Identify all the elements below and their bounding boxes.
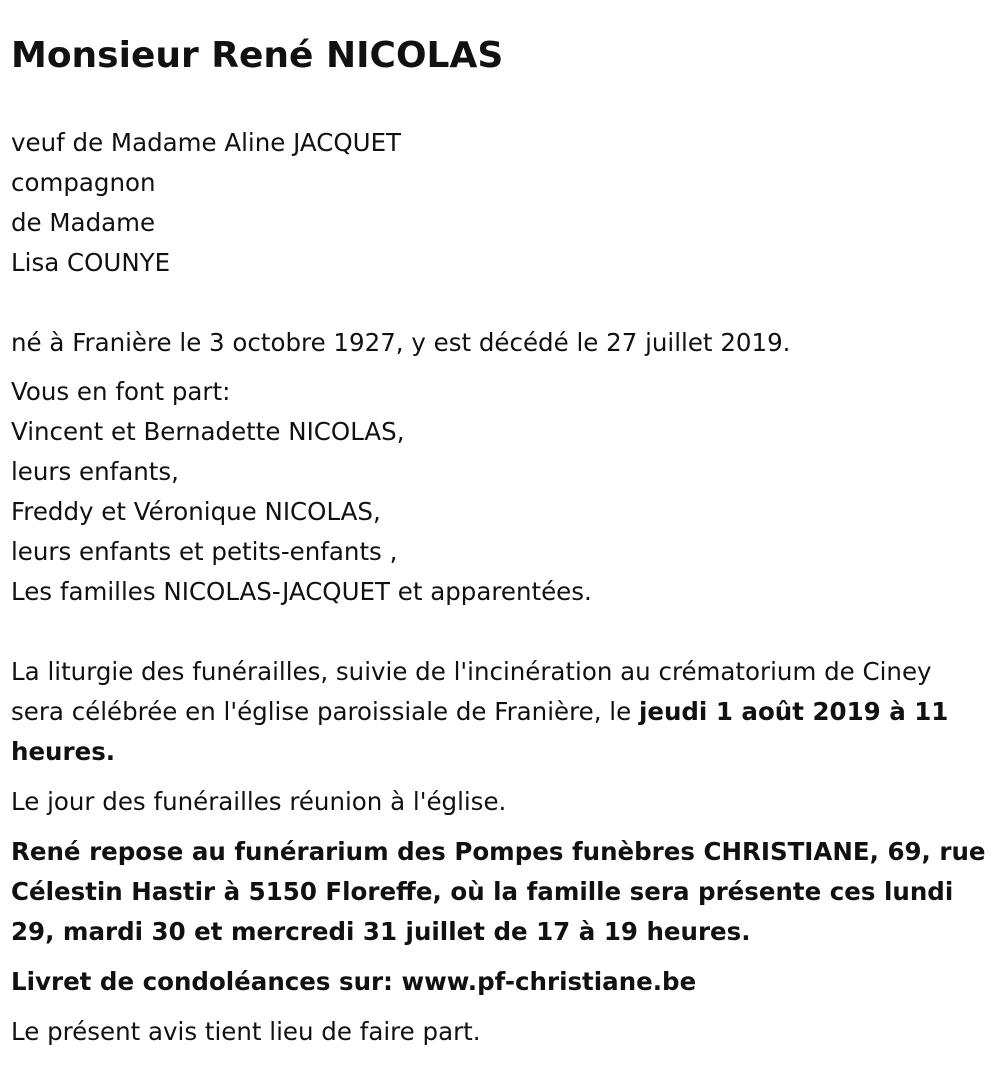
announcer-line: Vincent et Bernadette NICOLAS, bbox=[11, 417, 405, 446]
closing-line: Le présent avis tient lieu de faire part. bbox=[11, 1017, 481, 1046]
liturgy-block bbox=[11, 652, 991, 772]
liturgy-text: La liturgie des funérailles, suivie de l'incinération au crématorium de Ciney sera célébrée en l'église paroissiale de Franière, le bbox=[11, 657, 932, 726]
birth-death-line: né à Franière le 3 octobre 1927, y est décédé le 27 juillet 2019. bbox=[11, 328, 791, 357]
announcer-line: leurs enfants et petits-enfants , bbox=[11, 537, 398, 566]
reunion-line: Le jour des funérailles réunion à l'église. bbox=[11, 787, 507, 816]
funerarium-paragraph: René repose au funérarium des Pompes funèbres CHRISTIANE, 69, rue Célestin Hastir à 5150 Floreffe, où la famille sera présente ces lundi 29, mardi 30 et mercredi 31 juillet de 17 à 19 heures. bbox=[11, 837, 986, 946]
relation-line: Lisa COUNYE bbox=[11, 248, 171, 277]
funerarium-block bbox=[11, 832, 991, 952]
announcer-line: Freddy et Véronique NICOLAS, bbox=[11, 497, 381, 526]
relation-line: compagnon bbox=[11, 168, 156, 197]
birth-death-block bbox=[11, 323, 790, 363]
announcer-line: leurs enfants, bbox=[11, 457, 179, 486]
relation-line: de Madame bbox=[11, 208, 156, 237]
liturgy-date: jeudi 1 août 2019 à 11 heures. bbox=[11, 697, 949, 766]
condolences-line: Livret de condoléances sur: www.pf-christiane.be bbox=[11, 967, 697, 996]
condolences-block bbox=[11, 962, 696, 1002]
liturgy-paragraph bbox=[11, 652, 991, 772]
closing-block bbox=[11, 1012, 481, 1052]
relation-line: veuf de Madame Aline JACQUET bbox=[11, 128, 402, 157]
reunion-block bbox=[11, 782, 506, 822]
announcers-block bbox=[11, 372, 592, 612]
deceased-name-title: Monsieur René NICOLAS bbox=[11, 35, 504, 76]
relations-block bbox=[11, 123, 401, 283]
announcer-line: Les familles NICOLAS-JACQUET et apparentées. bbox=[11, 577, 592, 606]
announcer-line: Vous en font part: bbox=[11, 377, 231, 406]
